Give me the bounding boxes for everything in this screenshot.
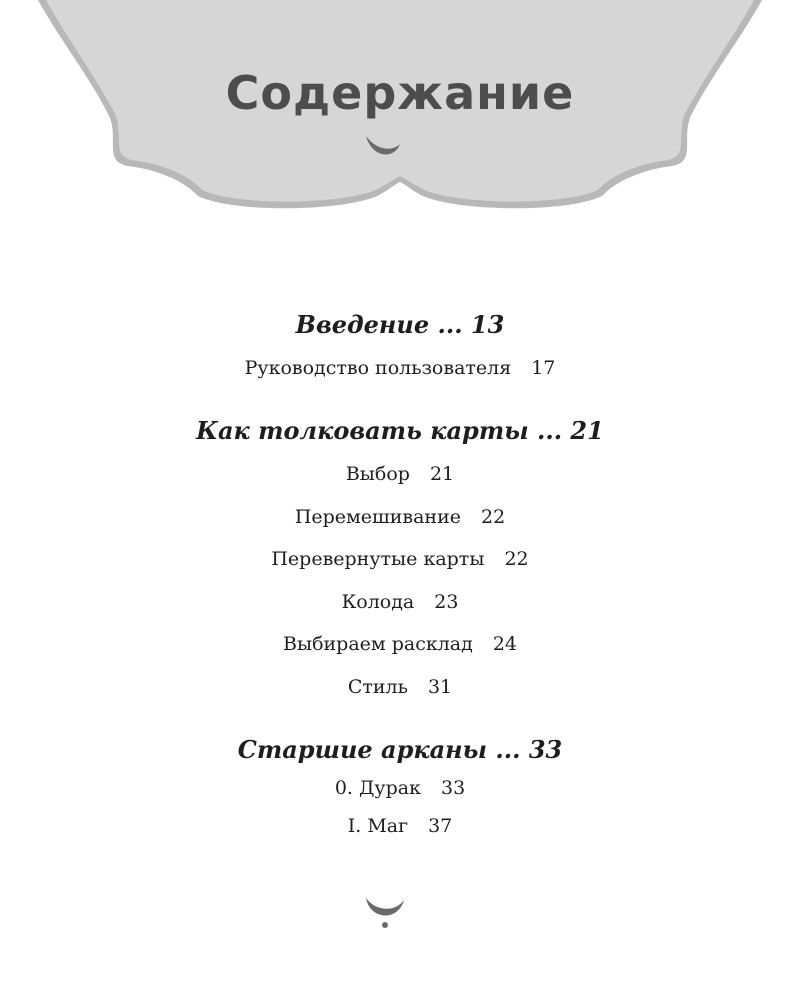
toc-entry-page: 23 [434, 591, 459, 613]
bottom-crescent-icon [366, 898, 404, 916]
toc-entry-deck[interactable] [0, 591, 800, 613]
toc-entry-page: 31 [427, 676, 453, 698]
toc-entry-label: I. Маг [347, 815, 409, 837]
bottom-ornament [362, 892, 408, 932]
toc-entry-page: 22 [480, 506, 506, 528]
toc-entry-user-guide[interactable] [0, 357, 800, 379]
toc-section-how-to-read[interactable]: Как толковать карты ... 21 [196, 416, 604, 445]
toc-entry-page: 24 [492, 633, 518, 655]
toc-entry-page: 37 [428, 815, 453, 837]
toc-entry-choosing-spread[interactable] [0, 633, 800, 655]
toc-entry-choice[interactable] [0, 463, 800, 485]
toc-entry-label: Выбор [345, 463, 410, 485]
page-title: Содержание [225, 66, 575, 120]
toc-entry-page: 21 [429, 463, 455, 485]
toc-entry-fool[interactable] [0, 777, 800, 799]
toc-entry-reversed-cards[interactable] [0, 548, 800, 570]
bottom-dot-icon [382, 922, 388, 928]
toc-entry-shuffling[interactable] [0, 506, 800, 528]
toc-entry-style[interactable] [0, 676, 800, 698]
toc-section-major-arcana[interactable]: Старшие арканы ... 33 [237, 735, 563, 764]
toc-entry-label: 0. Дурак [334, 777, 421, 799]
toc-entry-page: 33 [440, 777, 466, 799]
toc-entry-label: Колода [341, 591, 415, 613]
toc-section-intro[interactable]: Введение ... 13 [295, 310, 505, 339]
toc-entry-page: 22 [504, 548, 529, 570]
toc-entry-magician[interactable] [0, 815, 800, 837]
toc-entry-label: Руководство пользователя [244, 357, 512, 379]
toc-entry-label: Выбираем расклад [282, 633, 473, 655]
toc-entry-page: 17 [531, 357, 556, 379]
toc-entry-label: Стиль [347, 676, 408, 698]
toc-entry-label: Перемешивание [294, 506, 461, 528]
toc-entry-label: Перевернутые карты [271, 548, 485, 570]
